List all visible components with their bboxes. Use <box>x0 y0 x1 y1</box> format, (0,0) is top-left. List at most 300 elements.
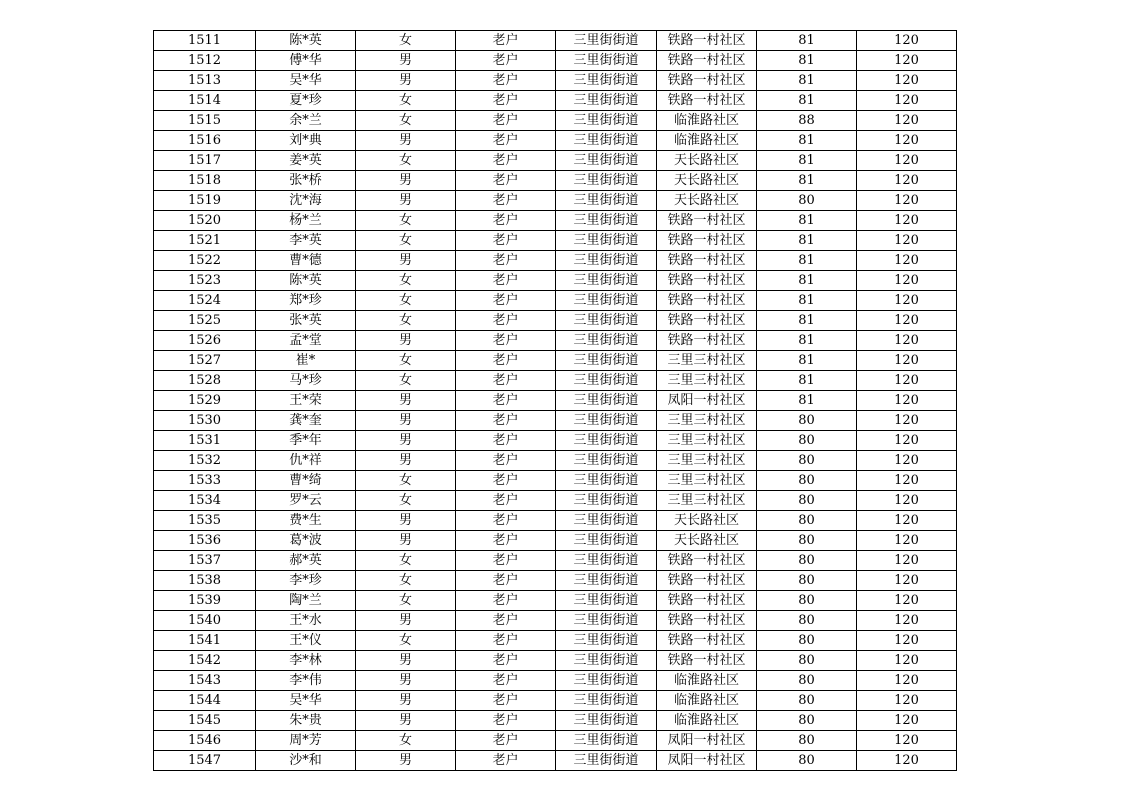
household-type-cell: 老户 <box>456 111 556 131</box>
amount-cell: 120 <box>857 211 957 231</box>
household-type-cell: 老户 <box>456 391 556 411</box>
amount-cell: 120 <box>857 271 957 291</box>
amount-cell: 120 <box>857 51 957 71</box>
household-type-cell: 老户 <box>456 271 556 291</box>
gender-cell: 男 <box>356 431 456 451</box>
amount-cell: 120 <box>857 711 957 731</box>
age-cell: 80 <box>757 471 857 491</box>
name-cell: 费*生 <box>256 511 356 531</box>
amount-cell: 120 <box>857 751 957 771</box>
age-cell: 80 <box>757 451 857 471</box>
age-cell: 80 <box>757 531 857 551</box>
amount-cell: 120 <box>857 171 957 191</box>
street-cell: 三里街街道 <box>556 571 657 591</box>
gender-cell: 女 <box>356 271 456 291</box>
community-cell: 铁路一村社区 <box>657 211 757 231</box>
table-row <box>154 191 957 211</box>
household-type-cell: 老户 <box>456 331 556 351</box>
table-row <box>154 651 957 671</box>
name-cell: 余*兰 <box>256 111 356 131</box>
community-cell: 铁路一村社区 <box>657 251 757 271</box>
name-cell: 曹*德 <box>256 251 356 271</box>
table-row <box>154 151 957 171</box>
gender-cell: 女 <box>356 291 456 311</box>
amount-cell: 120 <box>857 551 957 571</box>
name-cell: 周*芳 <box>256 731 356 751</box>
age-cell: 80 <box>757 731 857 751</box>
id-cell: 1521 <box>154 231 256 251</box>
household-type-cell: 老户 <box>456 671 556 691</box>
amount-cell: 120 <box>857 31 957 51</box>
gender-cell: 男 <box>356 171 456 191</box>
amount-cell: 120 <box>857 391 957 411</box>
gender-cell: 男 <box>356 671 456 691</box>
table-row <box>154 571 957 591</box>
gender-cell: 男 <box>356 651 456 671</box>
street-cell: 三里街街道 <box>556 291 657 311</box>
age-cell: 81 <box>757 331 857 351</box>
age-cell: 81 <box>757 251 857 271</box>
id-cell: 1537 <box>154 551 256 571</box>
gender-cell: 男 <box>356 411 456 431</box>
street-cell: 三里街街道 <box>556 91 657 111</box>
amount-cell: 120 <box>857 71 957 91</box>
amount-cell: 120 <box>857 231 957 251</box>
household-type-cell: 老户 <box>456 191 556 211</box>
amount-cell: 120 <box>857 311 957 331</box>
table-row <box>154 331 957 351</box>
table-row <box>154 491 957 511</box>
gender-cell: 女 <box>356 351 456 371</box>
age-cell: 80 <box>757 631 857 651</box>
community-cell: 临淮路社区 <box>657 711 757 731</box>
table-row <box>154 591 957 611</box>
table-row <box>154 631 957 651</box>
household-type-cell: 老户 <box>456 211 556 231</box>
name-cell: 陶*兰 <box>256 591 356 611</box>
age-cell: 80 <box>757 491 857 511</box>
street-cell: 三里街街道 <box>556 531 657 551</box>
community-cell: 铁路一村社区 <box>657 71 757 91</box>
gender-cell: 女 <box>356 211 456 231</box>
name-cell: 李*珍 <box>256 571 356 591</box>
community-cell: 临淮路社区 <box>657 691 757 711</box>
street-cell: 三里街街道 <box>556 351 657 371</box>
community-cell: 三里三村社区 <box>657 471 757 491</box>
community-cell: 铁路一村社区 <box>657 611 757 631</box>
id-cell: 1538 <box>154 571 256 591</box>
household-type-cell: 老户 <box>456 531 556 551</box>
age-cell: 81 <box>757 211 857 231</box>
community-cell: 临淮路社区 <box>657 111 757 131</box>
id-cell: 1527 <box>154 351 256 371</box>
id-cell: 1541 <box>154 631 256 651</box>
street-cell: 三里街街道 <box>556 311 657 331</box>
id-cell: 1539 <box>154 591 256 611</box>
gender-cell: 女 <box>356 111 456 131</box>
community-cell: 凤阳一村社区 <box>657 731 757 751</box>
amount-cell: 120 <box>857 131 957 151</box>
gender-cell: 女 <box>356 91 456 111</box>
id-cell: 1528 <box>154 371 256 391</box>
name-cell: 刘*典 <box>256 131 356 151</box>
data-table <box>153 30 957 771</box>
name-cell: 吴*华 <box>256 71 356 91</box>
gender-cell: 男 <box>356 451 456 471</box>
name-cell: 仇*祥 <box>256 451 356 471</box>
table-row <box>154 671 957 691</box>
id-cell: 1543 <box>154 671 256 691</box>
community-cell: 三里三村社区 <box>657 411 757 431</box>
name-cell: 葛*波 <box>256 531 356 551</box>
amount-cell: 120 <box>857 331 957 351</box>
community-cell: 三里三村社区 <box>657 491 757 511</box>
gender-cell: 女 <box>356 31 456 51</box>
amount-cell: 120 <box>857 251 957 271</box>
table-row <box>154 311 957 331</box>
name-cell: 张*桥 <box>256 171 356 191</box>
amount-cell: 120 <box>857 511 957 531</box>
age-cell: 81 <box>757 51 857 71</box>
community-cell: 铁路一村社区 <box>657 291 757 311</box>
community-cell: 铁路一村社区 <box>657 651 757 671</box>
amount-cell: 120 <box>857 731 957 751</box>
name-cell: 张*英 <box>256 311 356 331</box>
age-cell: 81 <box>757 351 857 371</box>
street-cell: 三里街街道 <box>556 711 657 731</box>
age-cell: 81 <box>757 131 857 151</box>
community-cell: 三里三村社区 <box>657 431 757 451</box>
household-type-cell: 老户 <box>456 511 556 531</box>
id-cell: 1546 <box>154 731 256 751</box>
age-cell: 80 <box>757 511 857 531</box>
id-cell: 1544 <box>154 691 256 711</box>
name-cell: 夏*珍 <box>256 91 356 111</box>
community-cell: 铁路一村社区 <box>657 51 757 71</box>
name-cell: 陈*英 <box>256 31 356 51</box>
gender-cell: 女 <box>356 571 456 591</box>
table-row <box>154 691 957 711</box>
table-row <box>154 471 957 491</box>
table-row <box>154 71 957 91</box>
table-row <box>154 411 957 431</box>
amount-cell: 120 <box>857 351 957 371</box>
id-cell: 1536 <box>154 531 256 551</box>
gender-cell: 女 <box>356 231 456 251</box>
community-cell: 铁路一村社区 <box>657 551 757 571</box>
name-cell: 李*英 <box>256 231 356 251</box>
name-cell: 杨*兰 <box>256 211 356 231</box>
table-row <box>154 131 957 151</box>
id-cell: 1523 <box>154 271 256 291</box>
name-cell: 马*珍 <box>256 371 356 391</box>
gender-cell: 女 <box>356 731 456 751</box>
id-cell: 1530 <box>154 411 256 431</box>
household-type-cell: 老户 <box>456 571 556 591</box>
community-cell: 临淮路社区 <box>657 131 757 151</box>
street-cell: 三里街街道 <box>556 591 657 611</box>
table-row <box>154 231 957 251</box>
name-cell: 朱*贵 <box>256 711 356 731</box>
id-cell: 1533 <box>154 471 256 491</box>
household-type-cell: 老户 <box>456 311 556 331</box>
household-type-cell: 老户 <box>456 551 556 571</box>
age-cell: 80 <box>757 611 857 631</box>
id-cell: 1516 <box>154 131 256 151</box>
id-cell: 1524 <box>154 291 256 311</box>
id-cell: 1534 <box>154 491 256 511</box>
amount-cell: 120 <box>857 91 957 111</box>
household-type-cell: 老户 <box>456 651 556 671</box>
amount-cell: 120 <box>857 651 957 671</box>
age-cell: 80 <box>757 411 857 431</box>
id-cell: 1515 <box>154 111 256 131</box>
table-row <box>154 431 957 451</box>
street-cell: 三里街街道 <box>556 71 657 91</box>
household-type-cell: 老户 <box>456 491 556 511</box>
table-row <box>154 551 957 571</box>
name-cell: 孟*堂 <box>256 331 356 351</box>
amount-cell: 120 <box>857 411 957 431</box>
age-cell: 80 <box>757 711 857 731</box>
community-cell: 凤阳一村社区 <box>657 751 757 771</box>
street-cell: 三里街街道 <box>556 451 657 471</box>
name-cell: 吴*华 <box>256 691 356 711</box>
id-cell: 1545 <box>154 711 256 731</box>
table-row <box>154 451 957 471</box>
street-cell: 三里街街道 <box>556 411 657 431</box>
amount-cell: 120 <box>857 451 957 471</box>
community-cell: 铁路一村社区 <box>657 91 757 111</box>
amount-cell: 120 <box>857 371 957 391</box>
amount-cell: 120 <box>857 691 957 711</box>
age-cell: 80 <box>757 431 857 451</box>
amount-cell: 120 <box>857 431 957 451</box>
community-cell: 天长路社区 <box>657 511 757 531</box>
table-row <box>154 271 957 291</box>
age-cell: 81 <box>757 31 857 51</box>
name-cell: 沙*和 <box>256 751 356 771</box>
gender-cell: 女 <box>356 551 456 571</box>
street-cell: 三里街街道 <box>556 151 657 171</box>
id-cell: 1547 <box>154 751 256 771</box>
gender-cell: 女 <box>356 591 456 611</box>
street-cell: 三里街街道 <box>556 731 657 751</box>
amount-cell: 120 <box>857 571 957 591</box>
gender-cell: 男 <box>356 691 456 711</box>
id-cell: 1520 <box>154 211 256 231</box>
community-cell: 天长路社区 <box>657 531 757 551</box>
table-row <box>154 51 957 71</box>
gender-cell: 男 <box>356 751 456 771</box>
household-type-cell: 老户 <box>456 31 556 51</box>
amount-cell: 120 <box>857 111 957 131</box>
household-type-cell: 老户 <box>456 691 556 711</box>
gender-cell: 女 <box>356 311 456 331</box>
street-cell: 三里街街道 <box>556 631 657 651</box>
household-type-cell: 老户 <box>456 611 556 631</box>
name-cell: 王*水 <box>256 611 356 631</box>
id-cell: 1532 <box>154 451 256 471</box>
table-row <box>154 611 957 631</box>
id-cell: 1517 <box>154 151 256 171</box>
amount-cell: 120 <box>857 591 957 611</box>
table-row <box>154 111 957 131</box>
amount-cell: 120 <box>857 631 957 651</box>
household-type-cell: 老户 <box>456 231 556 251</box>
table-row <box>154 251 957 271</box>
household-type-cell: 老户 <box>456 91 556 111</box>
community-cell: 铁路一村社区 <box>657 571 757 591</box>
community-cell: 铁路一村社区 <box>657 31 757 51</box>
community-cell: 铁路一村社区 <box>657 311 757 331</box>
street-cell: 三里街街道 <box>556 651 657 671</box>
gender-cell: 女 <box>356 151 456 171</box>
name-cell: 王*荣 <box>256 391 356 411</box>
street-cell: 三里街街道 <box>556 191 657 211</box>
gender-cell: 男 <box>356 71 456 91</box>
age-cell: 81 <box>757 91 857 111</box>
id-cell: 1514 <box>154 91 256 111</box>
street-cell: 三里街街道 <box>556 751 657 771</box>
age-cell: 81 <box>757 231 857 251</box>
street-cell: 三里街街道 <box>556 431 657 451</box>
id-cell: 1535 <box>154 511 256 531</box>
age-cell: 80 <box>757 691 857 711</box>
name-cell: 姜*英 <box>256 151 356 171</box>
community-cell: 凤阳一村社区 <box>657 391 757 411</box>
table-row <box>154 731 957 751</box>
amount-cell: 120 <box>857 191 957 211</box>
amount-cell: 120 <box>857 531 957 551</box>
id-cell: 1513 <box>154 71 256 91</box>
id-cell: 1511 <box>154 31 256 51</box>
household-type-cell: 老户 <box>456 51 556 71</box>
street-cell: 三里街街道 <box>556 511 657 531</box>
street-cell: 三里街街道 <box>556 491 657 511</box>
table-row <box>154 751 957 771</box>
street-cell: 三里街街道 <box>556 31 657 51</box>
street-cell: 三里街街道 <box>556 251 657 271</box>
gender-cell: 男 <box>356 611 456 631</box>
age-cell: 81 <box>757 311 857 331</box>
id-cell: 1522 <box>154 251 256 271</box>
table-row <box>154 531 957 551</box>
gender-cell: 男 <box>356 531 456 551</box>
street-cell: 三里街街道 <box>556 231 657 251</box>
community-cell: 三里三村社区 <box>657 351 757 371</box>
name-cell: 龚*奎 <box>256 411 356 431</box>
community-cell: 天长路社区 <box>657 151 757 171</box>
household-type-cell: 老户 <box>456 751 556 771</box>
id-cell: 1540 <box>154 611 256 631</box>
household-type-cell: 老户 <box>456 151 556 171</box>
street-cell: 三里街街道 <box>556 371 657 391</box>
community-cell: 铁路一村社区 <box>657 271 757 291</box>
household-type-cell: 老户 <box>456 431 556 451</box>
street-cell: 三里街街道 <box>556 611 657 631</box>
community-cell: 三里三村社区 <box>657 371 757 391</box>
table-row <box>154 371 957 391</box>
amount-cell: 120 <box>857 491 957 511</box>
table-row <box>154 211 957 231</box>
household-type-cell: 老户 <box>456 371 556 391</box>
name-cell: 傅*华 <box>256 51 356 71</box>
street-cell: 三里街街道 <box>556 111 657 131</box>
age-cell: 80 <box>757 191 857 211</box>
household-type-cell: 老户 <box>456 631 556 651</box>
age-cell: 81 <box>757 151 857 171</box>
street-cell: 三里街街道 <box>556 131 657 151</box>
name-cell: 李*伟 <box>256 671 356 691</box>
table-row <box>154 91 957 111</box>
age-cell: 80 <box>757 751 857 771</box>
community-cell: 临淮路社区 <box>657 671 757 691</box>
id-cell: 1519 <box>154 191 256 211</box>
name-cell: 郝*英 <box>256 551 356 571</box>
id-cell: 1542 <box>154 651 256 671</box>
age-cell: 80 <box>757 671 857 691</box>
id-cell: 1512 <box>154 51 256 71</box>
table-row <box>154 511 957 531</box>
street-cell: 三里街街道 <box>556 271 657 291</box>
street-cell: 三里街街道 <box>556 671 657 691</box>
age-cell: 88 <box>757 111 857 131</box>
street-cell: 三里街街道 <box>556 691 657 711</box>
age-cell: 81 <box>757 271 857 291</box>
name-cell: 李*林 <box>256 651 356 671</box>
household-type-cell: 老户 <box>456 451 556 471</box>
gender-cell: 女 <box>356 631 456 651</box>
household-type-cell: 老户 <box>456 471 556 491</box>
age-cell: 80 <box>757 571 857 591</box>
gender-cell: 女 <box>356 371 456 391</box>
gender-cell: 男 <box>356 251 456 271</box>
gender-cell: 男 <box>356 51 456 71</box>
street-cell: 三里街街道 <box>556 51 657 71</box>
household-type-cell: 老户 <box>456 591 556 611</box>
table-row <box>154 391 957 411</box>
table-row <box>154 351 957 371</box>
household-type-cell: 老户 <box>456 351 556 371</box>
community-cell: 铁路一村社区 <box>657 631 757 651</box>
community-cell: 天长路社区 <box>657 191 757 211</box>
gender-cell: 男 <box>356 191 456 211</box>
amount-cell: 120 <box>857 671 957 691</box>
household-type-cell: 老户 <box>456 251 556 271</box>
community-cell: 三里三村社区 <box>657 451 757 471</box>
gender-cell: 男 <box>356 711 456 731</box>
household-type-cell: 老户 <box>456 711 556 731</box>
name-cell: 王*仪 <box>256 631 356 651</box>
community-cell: 铁路一村社区 <box>657 231 757 251</box>
age-cell: 81 <box>757 71 857 91</box>
gender-cell: 男 <box>356 511 456 531</box>
amount-cell: 120 <box>857 151 957 171</box>
amount-cell: 120 <box>857 291 957 311</box>
gender-cell: 男 <box>356 391 456 411</box>
gender-cell: 男 <box>356 331 456 351</box>
id-cell: 1525 <box>154 311 256 331</box>
amount-cell: 120 <box>857 471 957 491</box>
name-cell: 郑*珍 <box>256 291 356 311</box>
street-cell: 三里街街道 <box>556 331 657 351</box>
household-type-cell: 老户 <box>456 131 556 151</box>
table-row <box>154 31 957 51</box>
id-cell: 1526 <box>154 331 256 351</box>
name-cell: 罗*云 <box>256 491 356 511</box>
id-cell: 1518 <box>154 171 256 191</box>
